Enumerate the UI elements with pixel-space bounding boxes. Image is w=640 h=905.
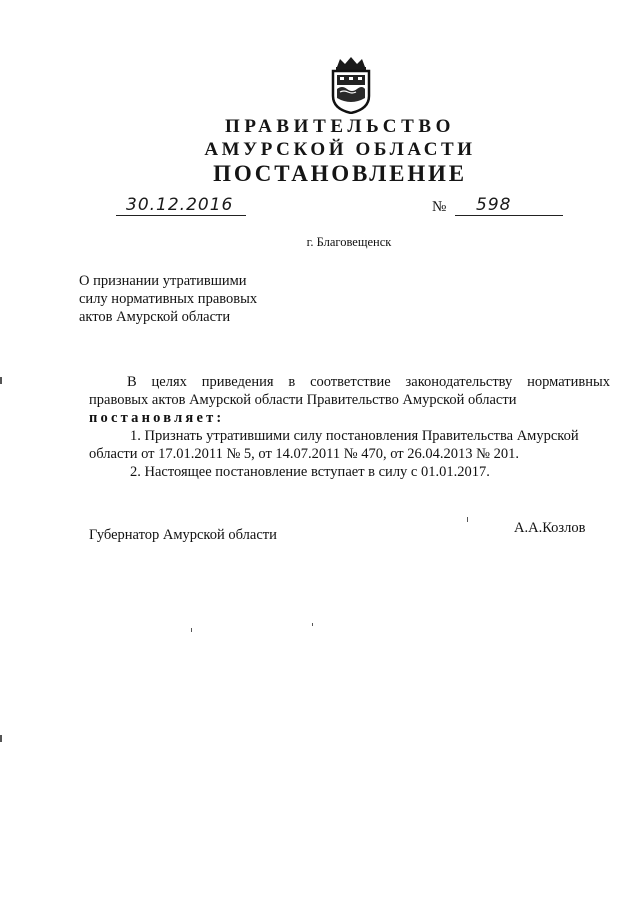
number-sign: № [432,199,447,215]
item-2-line: 2. Настоящее постановление вступает в силу с 01.01.2017. [130,464,490,480]
body-paragraph-line: В целях приведения в соответствие законодательству нормативных [127,374,610,390]
scan-speck [0,377,2,384]
document-number: 598 [476,195,512,215]
document-type: ПОСТАНОВЛЕНИЕ [213,161,467,186]
scan-speck [0,735,2,742]
scan-speck [191,628,192,632]
document-date: 30.12.2016 [126,195,234,215]
number-underline [455,215,563,216]
scan-speck [467,517,468,522]
signatory-title: Губернатор Амурской области [89,527,277,543]
coat-of-arms-icon [328,56,374,114]
subject-line: актов Амурской области [79,309,231,325]
item-1-line: области от 17.01.2011 № 5, от 14.07.2011 № 470, от 26.04.2013 № 201. [89,446,519,462]
government-title-line1: ПРАВИТЕЛЬСТВО [224,116,456,137]
signatory-name: А.А.Козлов [514,520,586,536]
resolves-keyword: постановляет: [89,410,225,426]
subject-line: О признании утратившими [79,273,247,289]
city: г. Благовещенск [306,235,392,249]
subject-line: силу нормативных правовых [79,291,258,307]
date-underline [116,215,246,216]
body-paragraph-line: правовых актов Амурской области Правительство Амурской области [89,392,517,408]
item-1-line: 1. Признать утратившими силу постановления Правительства Амурской [130,428,579,444]
government-title-line2: АМУРСКОЙ ОБЛАСТИ [204,139,476,160]
scan-speck [312,623,313,626]
